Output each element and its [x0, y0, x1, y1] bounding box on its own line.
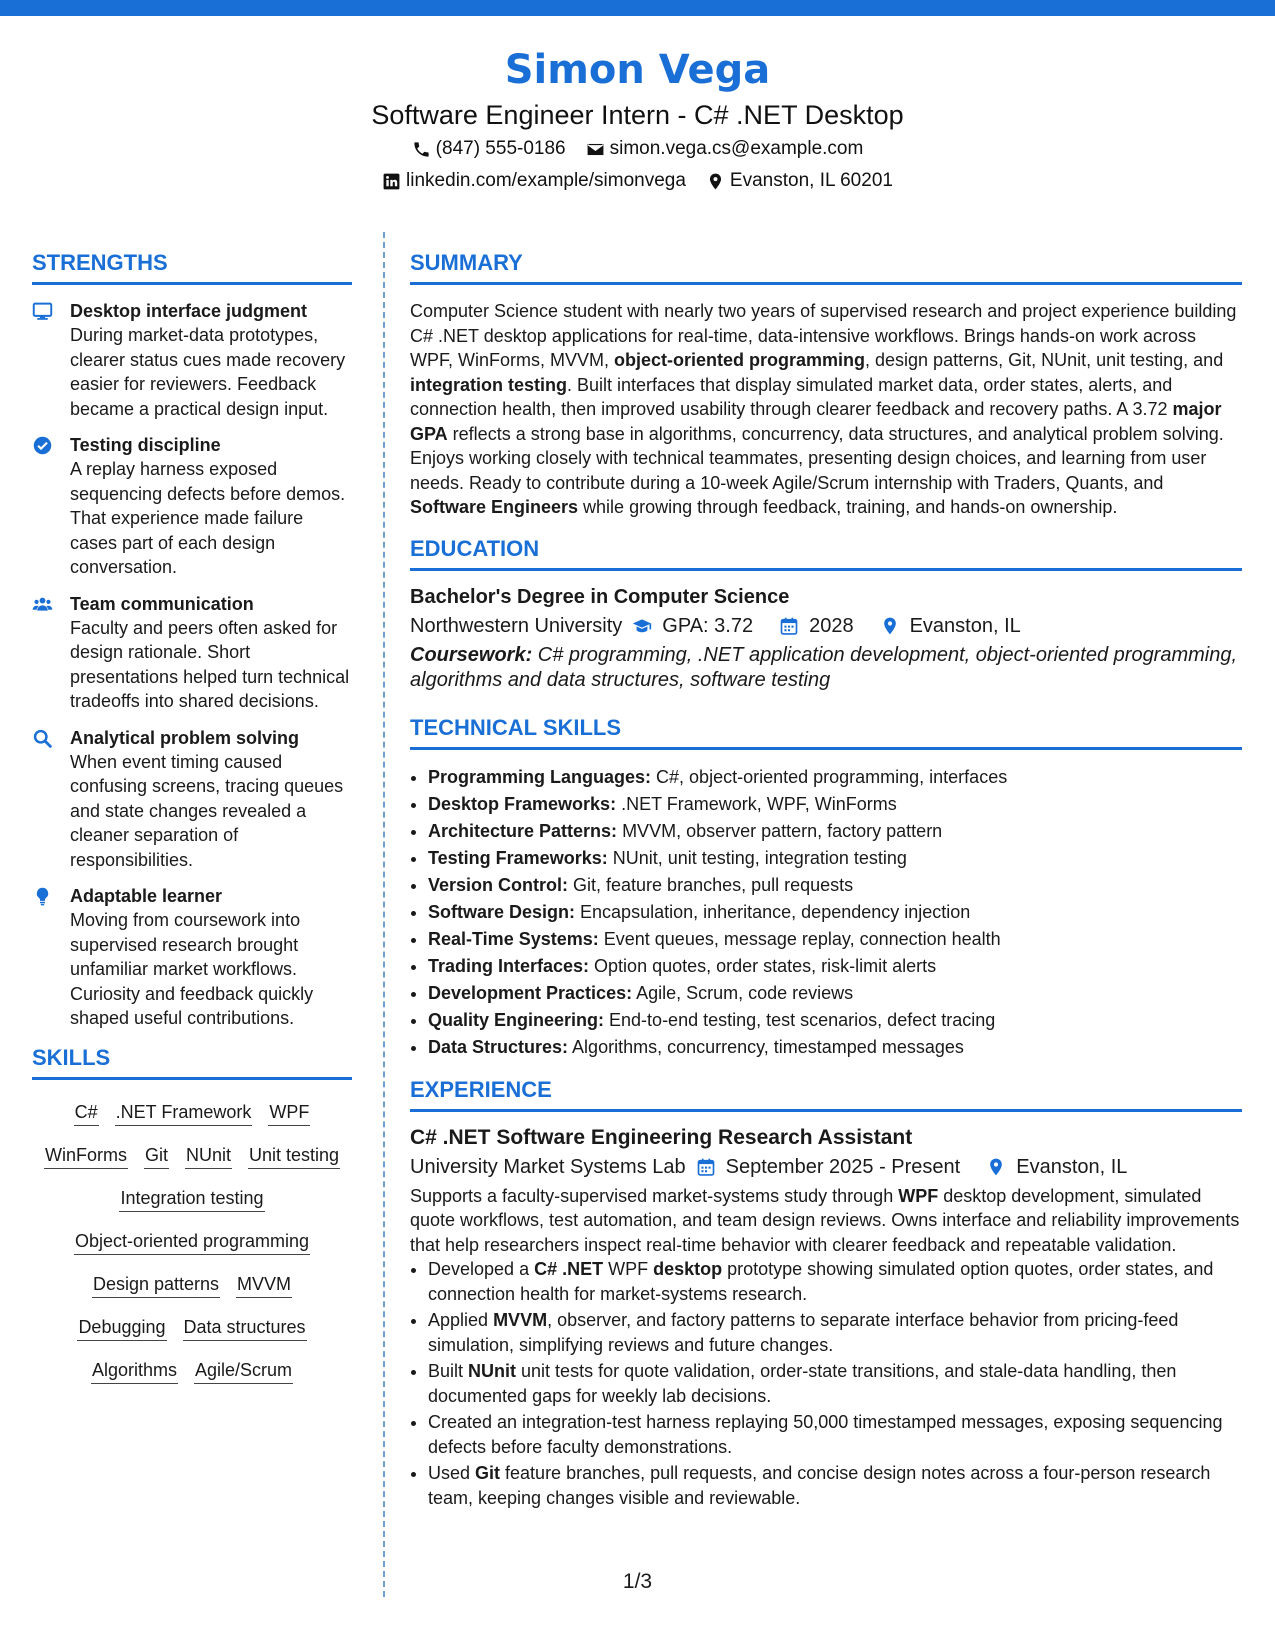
contact-linkedin[interactable]: [382, 166, 686, 196]
users-icon: [32, 594, 53, 615]
strength-item: [32, 726, 352, 873]
skill-tag: Data structures: [183, 1315, 307, 1341]
job-title: C# .NET Software Engineering Research Assistant: [410, 1125, 913, 1149]
graduation-year: 2028: [809, 614, 854, 637]
search-icon: [32, 728, 53, 749]
linkedin-text[interactable]: linkedin.com/example/simonvega: [406, 170, 686, 191]
list-item: • Testing Frameworks: NUnit, unit testing, integration testing: [428, 845, 1242, 872]
skill-tag: WinForms: [44, 1143, 128, 1169]
strength-desc: When event timing caused confusing screens, tracing queues and state changes revealed a cleaner separation of responsibilities.: [70, 751, 344, 870]
skill-tag: Object-oriented programming: [74, 1229, 310, 1255]
candidate-name: Simon Vega: [504, 47, 771, 93]
email-text[interactable]: simon.vega.cs@example.com: [609, 138, 864, 159]
skill-tag: Agile/Scrum: [194, 1358, 293, 1384]
strength-item: [32, 884, 352, 1031]
list-item: • Quality Engineering: End-to-end testing, test scenarios, defect tracing: [428, 1007, 1242, 1034]
list-item: • Software Design: Encapsulation, inheritance, dependency injection: [428, 899, 1242, 926]
list-item: • Built NUnit unit tests for quote validation, order-state transitions, and stale-data handling, then documented gaps for weekly lab decisions.: [428, 1359, 1242, 1408]
experience-heading: EXPERIENCE: [410, 1075, 1242, 1112]
strength-item: [32, 433, 352, 580]
education-heading: EDUCATION: [410, 534, 1242, 571]
strength-desc: Moving from coursework into supervised research brought unfamiliar market workflows. Curiosity and feedback quickly shaped useful contributions.: [70, 910, 314, 1028]
skill-tag: C#: [74, 1100, 99, 1126]
experience-bullets: [410, 1257, 1242, 1510]
left-column: [32, 248, 352, 1393]
skill-tag: MVVM: [236, 1272, 292, 1298]
strength-desc: Faculty and peers often asked for design rationale. Short presentations helped turn technical tradeoffs into shared decisions.: [70, 617, 350, 711]
list-item: • Applied MVVM, observer, and factory patterns to separate interface behavior from pricing-feed simulation, simplifying reviews and future changes.: [428, 1308, 1242, 1357]
list-item: • Programming Languages: C#, object-oriented programming, interfaces: [428, 764, 1242, 791]
employer: University Market Systems Lab: [410, 1155, 686, 1178]
contact-location: [706, 166, 893, 196]
map-pin-icon: [986, 1157, 1006, 1177]
graduation-cap-icon: [632, 616, 652, 636]
job-intro: Supports a faculty-supervised market-systems study through WPF desktop development, simulated quote workflows, test automation, and team design reviews. Owns interface and reliability improvements that help researchers inspect real-time behavior with clearer feedback and repeatable validation.: [410, 1185, 1240, 1255]
list-item: • Version Control: Git, feature branches, pull requests: [428, 872, 1242, 899]
map-pin-icon: [706, 172, 725, 191]
skill-tag: Git: [144, 1143, 169, 1169]
candidate-title: Software Engineer Intern - C# .NET Desktop: [371, 100, 904, 130]
skill-tag: Algorithms: [91, 1358, 178, 1384]
list-item: • Data Structures: Algorithms, concurrency, timestamped messages: [428, 1034, 1242, 1061]
check-circle-icon: [32, 435, 53, 456]
contact-phone: [412, 134, 566, 164]
skill-tag: WPF: [268, 1100, 310, 1126]
strength-title: Team communication: [70, 593, 254, 614]
technical-skills-list: [410, 764, 1242, 1061]
skills-heading: SKILLS: [32, 1043, 352, 1080]
job-dates: September 2025 - Present: [725, 1155, 961, 1178]
list-item: • Architecture Patterns: MVVM, observer pattern, factory pattern: [428, 818, 1242, 845]
monitor-icon: [32, 301, 53, 322]
phone-icon: [412, 140, 431, 159]
degree: Bachelor's Degree in Computer Science: [410, 585, 790, 608]
contact-row-1: [0, 134, 1275, 164]
contact-row-2: [0, 166, 1275, 196]
strength-desc: During market-data prototypes, clearer status cues made recovery easier for reviewers. Feedback became a practical design input.: [70, 325, 346, 419]
column-divider: [383, 232, 385, 1597]
top-accent-bar: [0, 0, 1275, 16]
strength-title: Testing discipline: [70, 435, 221, 455]
summary-text: Computer Science student with nearly two years of supervised research and project experience building C# .NET desktop applications for real-time, data-intensive workflows. Brings hands-on work across WPF, WinForms, MVVM, object-oriented programming, design patterns, Git, NUnit, unit testing, and integration testing. Built interfaces that display simulated market data, order states, alerts, and connection health, then improved usability through clearer feedback and recovery paths. A 3.72 major GPA reflects a strong base in algorithms, concurrency, data structures, and analytical problem solving. Enjoys working closely with technical teammates, presenting design choices, and learning from user needs. Ready to contribute during a 10-week Agile/Scrum internship with Traders, Quants, and Software Engineers while growing through feedback, training, and hands-on ownership.: [410, 301, 1237, 517]
technical-skills-heading: TECHNICAL SKILLS: [410, 713, 1242, 750]
list-item: • Development Practices: Agile, Scrum, code reviews: [428, 980, 1242, 1007]
strengths-heading: STRENGTHS: [32, 248, 352, 285]
skills-tags: [32, 1092, 352, 1393]
job-location: Evanston, IL: [1016, 1155, 1128, 1178]
skill-tag: Debugging: [77, 1315, 166, 1341]
lightbulb-icon: [32, 886, 53, 907]
list-item: • Real-Time Systems: Event queues, message replay, connection health: [428, 926, 1242, 953]
gpa: GPA: 3.72: [662, 614, 754, 637]
skill-tag: .NET Framework: [115, 1100, 253, 1126]
location-text: Evanston, IL 60201: [729, 170, 893, 191]
calendar-icon: [779, 616, 799, 636]
skill-tag: Design patterns: [92, 1272, 220, 1298]
list-item: • Desktop Frameworks: .NET Framework, WPF, WinForms: [428, 791, 1242, 818]
list-item: • Trading Interfaces: Option quotes, order states, risk-limit alerts: [428, 953, 1242, 980]
summary-heading: SUMMARY: [410, 248, 1242, 285]
page-number: 1/3: [622, 1570, 653, 1593]
contact-email[interactable]: [586, 134, 864, 164]
experience-meta: [410, 1152, 1242, 1182]
phone-text: (847) 555-0186: [435, 138, 566, 159]
envelope-icon: [586, 140, 605, 159]
coursework: Coursework: C# programming, .NET application development, object-oriented programming, algorithms and data structures, software testing: [410, 643, 1238, 691]
skill-tag: Unit testing: [248, 1143, 340, 1169]
map-pin-icon: [880, 616, 900, 636]
list-item: • Created an integration-test harness replaying 50,000 timestamped messages, exposing sequencing defects before faculty demonstrations.: [428, 1410, 1242, 1459]
strength-item: [32, 592, 352, 714]
list-item: • Developed a C# .NET WPF desktop prototype showing simulated option quotes, order states, and connection health for market-systems research.: [428, 1257, 1242, 1306]
resume-header: [0, 42, 1275, 196]
strength-desc: A replay harness exposed sequencing defects before demos. That experience made failure cases part of each design conversation.: [70, 459, 346, 577]
calendar-icon: [696, 1157, 716, 1177]
linkedin-icon: [382, 172, 401, 191]
strength-item: [32, 299, 352, 421]
strength-title: Desktop interface judgment: [70, 301, 308, 321]
education-location: Evanston, IL: [909, 614, 1021, 637]
strength-title: Analytical problem solving: [70, 727, 300, 748]
right-column: [410, 248, 1242, 1512]
school-name: Northwestern University: [410, 614, 623, 637]
list-item: • Used Git feature branches, pull requests, and concise design notes across a four-person research team, keeping changes visible and reviewable.: [428, 1461, 1242, 1510]
education-meta: [410, 611, 1242, 641]
strength-title: Adaptable learner: [70, 886, 223, 906]
skill-tag: Integration testing: [119, 1186, 264, 1212]
skill-tag: NUnit: [185, 1143, 232, 1169]
